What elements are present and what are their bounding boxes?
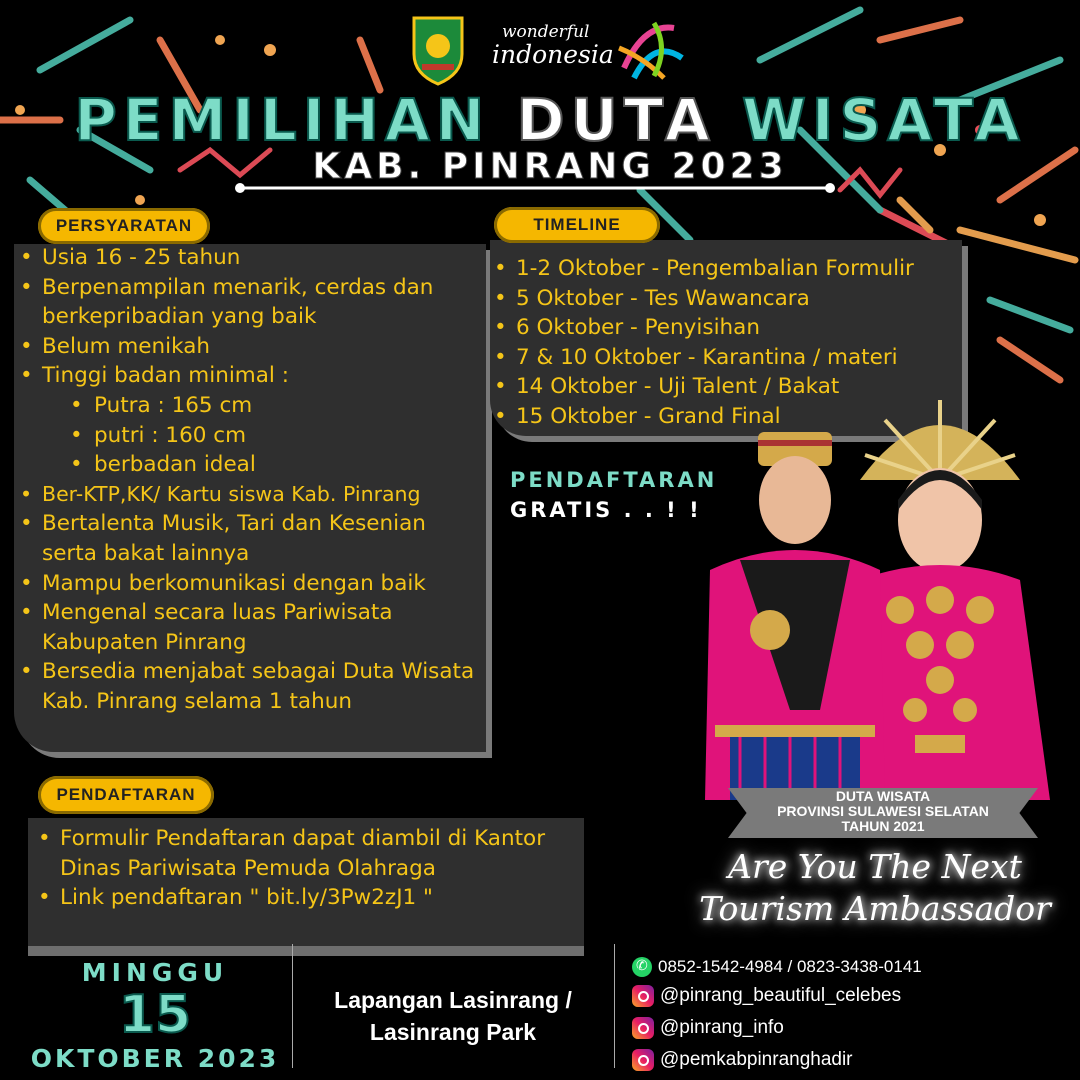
free-registration-line2: GRATIS . . ! ! [510, 498, 702, 522]
instagram-icon [632, 1017, 654, 1039]
logo-wonderful-text: wonderful [502, 22, 590, 42]
instagram-contact[interactable] [632, 980, 1072, 1012]
whatsapp-icon [632, 957, 652, 977]
requirement-item: • Belum menikah [16, 332, 496, 362]
tagline-line2: Tourism Ambassador [699, 889, 1051, 928]
requirement-subitem: • putri : 160 cm [16, 421, 496, 451]
requirements-label: PERSYARATAN [38, 208, 210, 244]
registration-label: PENDAFTARAN [38, 776, 214, 814]
venue-line2: Lasinrang Park [369, 1019, 537, 1045]
instagram-contact[interactable] [632, 1044, 1072, 1076]
instagram-handle: @pinrang_beautiful_celebes [660, 985, 902, 1006]
title-word-duta: DUTA [516, 86, 716, 154]
requirement-item: • Tinggi badan minimal : [16, 361, 496, 391]
main-title [60, 86, 1040, 154]
event-month-year: OKTOBER 2023 [30, 1044, 280, 1073]
registration-list [34, 824, 582, 913]
timeline-item: • 14 Oktober - Uji Talent / Bakat [490, 372, 970, 402]
sub-title: KAB. PINRANG 2023 [312, 146, 788, 187]
timeline-item: • 6 Oktober - Penyisihan [490, 313, 970, 343]
contacts [632, 954, 1072, 1076]
divider [614, 944, 615, 1068]
requirement-item: • Ber-KTP,KK/ Kartu siswa Kab. Pinrang [16, 480, 496, 510]
requirement-subitem: • Putra : 165 cm [16, 391, 496, 421]
requirement-item: • Mampu berkomunikasi dengan baik [16, 569, 496, 599]
instagram-icon [632, 985, 654, 1007]
event-day-number: 15 [118, 985, 192, 1045]
caption-line1: DUTA WISATA [835, 788, 931, 804]
timeline-label: TIMELINE [494, 207, 660, 243]
registration-link[interactable]: • Link pendaftaran " bit.ly/3Pw2zJ1 " [34, 883, 582, 913]
requirement-item: • Berpenampilan menarik, cerdas dan berkepribadian yang baik [16, 273, 482, 332]
tagline-line1: Are You The Next [728, 847, 1022, 886]
divider [292, 944, 293, 1068]
requirement-item: • Bersedia menjabat sebagai Duta Wisata Kab. Pinrang selama 1 tahun [16, 657, 487, 716]
photo-caption [728, 789, 1038, 834]
title-word-wisata: WISATA [741, 86, 1026, 154]
requirement-subitem: • berbadan ideal [16, 450, 496, 480]
requirement-item: • Bertalenta Musik, Tari dan Kesenian serta bakat lainnya [16, 509, 482, 568]
event-day: MINGGU [81, 958, 229, 987]
timeline-item: • 5 Oktober - Tes Wawancara [490, 284, 970, 314]
requirement-item: • Mengenal secara luas Pariwisata Kabupaten Pinrang [16, 598, 472, 657]
phone-numbers: 0852-1542-4984 / 0823-3438-0141 [658, 957, 922, 976]
ambassador-photo [670, 380, 1080, 820]
instagram-icon [632, 1049, 654, 1071]
timeline-item: • 7 & 10 Oktober - Karantina / materi [490, 343, 970, 373]
requirements-list [16, 243, 496, 717]
tagline [680, 846, 1070, 930]
phone-contact[interactable] [632, 954, 1072, 980]
registration-item: • Formulir Pendaftaran dapat diambil di Kantor Dinas Pariwisata Pemuda Olahraga [34, 824, 580, 883]
regency-logo [410, 12, 466, 86]
venue [298, 984, 608, 1048]
caption-line3: TAHUN 2021 [841, 818, 925, 834]
timeline-item: • 1-2 Oktober - Pengembalian Formulir [490, 254, 970, 284]
caption-line2: PROVINSI SULAWESI SELATAN [777, 803, 989, 819]
timeline-item: • 15 Oktober - Grand Final [490, 402, 970, 432]
venue-line1: Lapangan Lasinrang / [334, 987, 572, 1013]
logo-indonesia-text: indonesia [492, 40, 614, 69]
wonderful-indonesia-logo [492, 18, 692, 82]
instagram-handle: @pemkabpinranghadir [660, 1049, 853, 1070]
requirement-item: • Usia 16 - 25 tahun [16, 243, 496, 273]
title-word-pemilihan: PEMILIHAN [74, 86, 491, 154]
event-date [30, 958, 280, 1076]
free-registration-line1: PENDAFTARAN [510, 468, 718, 492]
instagram-contact[interactable] [632, 1012, 1072, 1044]
instagram-handle: @pinrang_info [660, 1017, 784, 1038]
